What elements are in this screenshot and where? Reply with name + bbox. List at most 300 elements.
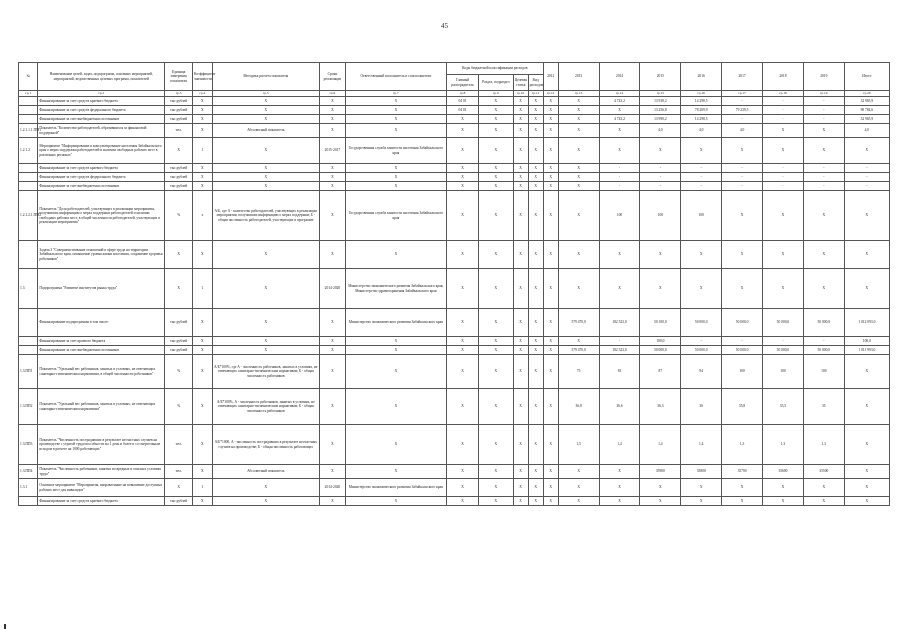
table-cell: 50 000,0 [763,346,804,355]
table-cell: Х [193,497,212,506]
table-cell: Х [513,106,528,115]
program-table [18,62,890,506]
table-cell: Финансирование за счет средств краевого бюджета [38,164,165,173]
table-cell: Х [513,497,528,506]
table-row [19,465,890,479]
table-cell: Х [528,182,543,191]
table-cell: Х [513,346,528,355]
table-cell: тыс.рублей [165,115,193,124]
table-cell: Х [165,479,193,497]
table-cell: Государственная служба занятости населения Забайкальского края [345,138,446,164]
table-cell: Х [345,241,446,269]
table-cell: Х [543,115,558,124]
table-cell: Х [345,164,446,173]
table-cell: 1.3.1 [19,479,38,497]
table-cell: 13 990,2 [640,115,681,124]
table-cell: Х [513,182,528,191]
table-cell: Финансирование за счет краевого бюджета [38,337,165,346]
table-cell: Х [528,173,543,182]
table-cell: Х [558,479,599,497]
table-cell: Финансирование за счет средств краевого бюджета [38,497,165,506]
table-cell: Х [345,497,446,506]
table-cell: 04 01 [446,106,478,115]
table-cell: Х [543,355,558,389]
table-row [19,115,890,124]
table-cell: Показатель "Удельный вес работников, занятых в условиях, не отвечающих санитарно-гигиеническим нормативам, в общей численности работников" [38,355,165,389]
table-cell: 182 523,0 [599,346,640,355]
table-cell: Х [446,138,478,164]
table-cell: Х [212,309,320,337]
table-cell: Х [844,138,889,164]
table-cell: - [599,182,640,191]
table-cell: Х [446,173,478,182]
table-cell: 100,0 [640,337,681,346]
column-number-cell: гр.1 [19,91,38,97]
table-cell: 90 784,6 [844,106,889,115]
table-cell: - [763,182,804,191]
table-cell: 14 298,5 [681,97,722,106]
table-cell [19,346,38,355]
header-code-target: Целевая статья [513,75,528,91]
table-cell: Х [446,337,478,346]
table-cell: - [640,164,681,173]
header-coef: Коэффициент значимости [193,63,212,91]
table-cell: - [803,337,844,346]
table-cell: Х [193,164,212,173]
table-cell: Х [528,138,543,164]
table-cell: Х [543,309,558,337]
table-cell: Х [479,241,513,269]
table-cell: Х [320,182,346,191]
table-cell: Х [599,269,640,309]
table-cell: 1 012 093,0 [844,309,889,337]
table-cell: тыс.рублей [165,309,193,337]
table-cell: Х [479,355,513,389]
table-cell: Х [212,138,320,164]
table-row [19,497,890,506]
table-cell: - [803,106,844,115]
table-cell [19,115,38,124]
table-cell: Х [543,164,558,173]
table-cell: Х [513,389,528,425]
table-cell: чел. [165,425,193,465]
table-cell: Х [543,269,558,309]
table-cell: Х [528,106,543,115]
table-cell: Х [345,389,446,425]
table-cell: Х [320,124,346,138]
table-cell: Х [479,124,513,138]
table-cell: Х [528,191,543,241]
column-number-cell: гр.8 [446,91,478,97]
table-cell: 1.3.ПП4 [19,465,38,479]
table-cell: Финансирование за счет средств федерального бюджета [38,106,165,115]
column-number-cell: гр.5 [212,91,320,97]
table-cell: 100 [803,355,844,389]
table-cell: 35,8 [722,389,763,425]
table-row [19,337,890,346]
table-cell: Х [193,182,212,191]
table-cell: 1,4 [640,425,681,465]
column-number-cell: гр.19 [803,91,844,97]
table-cell: Абсолютный показатель [212,465,320,479]
table-cell: Х [722,269,763,309]
table-cell: Х [446,164,478,173]
column-number-cell: гр.16 [681,91,722,97]
table-cell: Х [479,479,513,497]
table-cell: Основное мероприятие "Мероприятия, направленные на повышение доступных рабочих мест для инвалидов" [38,479,165,497]
table-cell: Х [193,106,212,115]
table-cell: 35600 [763,465,804,479]
table-cell: - [640,173,681,182]
table-cell: Х [513,124,528,138]
header-codes-group: Коды бюджетной классификации расходов [446,63,543,75]
table-cell: Х [528,497,543,506]
table-cell: Х [543,346,558,355]
table-cell: - [763,97,804,106]
table-cell: 1 [193,479,212,497]
table-cell: - [722,337,763,346]
table-cell: Х [528,124,543,138]
table-cell: Х [320,191,346,241]
column-number-cell: гр.20 [844,91,889,97]
table-cell: 4,0 [844,124,889,138]
table-row [19,173,890,182]
table-cell: Х [320,241,346,269]
table-cell: Х [320,309,346,337]
table-cell: - [722,173,763,182]
table-cell: Х [599,479,640,497]
table-body [19,91,890,506]
table-cell: 100 [599,191,640,241]
table-cell: Х [528,425,543,465]
table-cell: - [803,115,844,124]
table-cell: 100 [640,191,681,241]
table-cell: Х [446,191,478,241]
table-cell: 100 [763,355,804,389]
table-cell: 579 470,0 [558,309,599,337]
table-cell [19,241,38,269]
table-cell: Х [803,479,844,497]
table-cell: Х [844,479,889,497]
table-cell: 13 938,2 [640,97,681,106]
table-cell: 50 000,0 [640,346,681,355]
table-cell: 1,4 [681,425,722,465]
table-cell: Х [345,346,446,355]
table-cell: Министерство экономического развития Забайкальского края [345,309,446,337]
table-cell: 1.3.ПП1 [19,355,38,389]
table-cell: - [763,164,804,173]
table-cell: тыс.рублей [165,173,193,182]
table-cell: 50 000,0 [803,346,844,355]
table-cell: 100 [681,191,722,241]
table-cell: Х [722,138,763,164]
table-cell: Х [479,182,513,191]
table-cell: Х [803,191,844,241]
table-row [19,182,890,191]
column-number-cell: гр.15 [640,91,681,97]
header-year-2019: 2019 [803,63,844,91]
table-row [19,97,890,106]
table-cell: Х [479,497,513,506]
table-cell: Х [722,241,763,269]
table-cell: Х [320,465,346,479]
table-cell: Х [513,465,528,479]
header-year-2018: 2018 [763,63,804,91]
table-cell: Х [446,124,478,138]
table-cell: Х [599,497,640,506]
table-cell: Х [558,173,599,182]
table-cell: 50 000,0 [722,309,763,337]
table-cell: Х [193,124,212,138]
table-cell: 36 [681,389,722,425]
table-cell: Финансирование за счет внебюджетных источников [38,182,165,191]
table-row [19,425,890,465]
header-term: Сроки реализации [320,63,346,91]
table-cell: 4,0 [640,124,681,138]
table-cell: Х [212,164,320,173]
table-cell: Финансирование за счет внебюджетных источников [38,115,165,124]
column-number-cell: гр.17 [722,91,763,97]
table-cell: 75 [558,355,599,389]
table-cell: Х [320,337,346,346]
column-number-cell: гр.9 [479,91,513,97]
table-cell: Х [212,115,320,124]
table-cell: 4,0 [681,124,722,138]
table-cell: - [681,182,722,191]
table-cell: Х [803,138,844,164]
header-year-2012: 2012 [543,63,558,91]
table-cell: Х [479,425,513,465]
table-cell: Х [446,425,478,465]
table-cell: % [165,355,193,389]
table-cell: Х [212,173,320,182]
table-cell: - [722,164,763,173]
table-cell: Х [479,465,513,479]
table-cell: Финансирование за счет средств краевого бюджета [38,97,165,106]
table-cell: Х [543,182,558,191]
table-cell: Х [558,465,599,479]
table-cell: Х [345,124,446,138]
table-cell: Х [513,269,528,309]
table-cell: 1,3 [803,425,844,465]
table-cell: - [763,115,804,124]
table-cell: 4 743,2 [599,115,640,124]
table-cell: Х [513,425,528,465]
table-cell: Х [681,479,722,497]
table-cell: Х [763,138,804,164]
table-cell: Х [193,346,212,355]
table-cell: 1.3.ПП2 [19,389,38,425]
header-year-2017: 2017 [722,63,763,91]
table-cell: Х [763,269,804,309]
table-row [19,106,890,115]
table-cell: Х [528,465,543,479]
table-cell: Х [320,106,346,115]
table-cell: Х [543,173,558,182]
table-cell: Х [446,269,478,309]
table-cell: 1,5 [558,425,599,465]
table-cell: Х [345,97,446,106]
table-cell: Х [599,106,640,115]
table-cell: Х [681,241,722,269]
table-cell: Х [479,346,513,355]
table-row [19,355,890,389]
table-cell: Х [722,479,763,497]
table-cell: Х [599,138,640,164]
table-cell: 04 01 [446,97,478,106]
table-cell: - [763,106,804,115]
table-cell: Х [681,497,722,506]
table-cell: - [681,337,722,346]
table-cell: Х [543,425,558,465]
table-cell: 32 965,9 [844,97,889,106]
table-cell: Финансирование подпрограммы в том числе: [38,309,165,337]
table-cell: 1.3 [19,269,38,309]
table-cell: Финансирование за счет средств федерального бюджета [38,173,165,182]
table-cell: Показатель "Количество работодателей, обратившихся за финансовой поддержкой" [38,124,165,138]
table-cell: Х [844,355,889,389]
table-cell: Х [193,115,212,124]
table-cell: Х [212,241,320,269]
table-cell: Х [543,465,558,479]
table-cell: Х [513,115,528,124]
table-cell: Абсолютный показатель [212,124,320,138]
table-cell: Х [193,389,212,425]
table-row [19,309,890,337]
table-cell: 78 269,9 [681,106,722,115]
table-cell: Х [165,269,193,309]
table-cell: Х [320,425,346,465]
table-cell: Х [558,106,599,115]
table-cell: 2014-2020 [320,479,346,497]
table-cell: Х [479,191,513,241]
table-cell: Х [320,355,346,389]
column-number-cell: гр.4 [193,91,212,97]
header-code-type: Вид расходов [528,75,543,91]
table-cell: Х [513,355,528,389]
table-cell [19,97,38,106]
table-row [19,389,890,425]
table-cell: Х [320,164,346,173]
table-cell: чел. [165,124,193,138]
table-cell: 1,3 [763,425,804,465]
table-cell: % [165,389,193,425]
table-cell: Х [844,269,889,309]
table-cell: Х [844,389,889,425]
page-number: 45 [441,22,448,30]
table-cell: чел. [165,465,193,479]
table-cell: 50 000,0 [681,309,722,337]
table-cell: Х [558,115,599,124]
table-cell: Х [446,241,478,269]
table-cell: % [165,191,193,241]
header-method: Методика расчета показателя [212,63,320,91]
table-cell: 13 256,8 [640,106,681,115]
table-cell: Х [193,309,212,337]
table-cell: 4 743,2 [599,97,640,106]
table-cell: 1 [193,269,212,309]
column-number-cell: гр.3 [165,91,193,97]
table-cell: Х [528,479,543,497]
table-row [19,191,890,241]
header-name: Наименование целей, задач, подпрограмм, основных мероприятий, мероприятий, ведомственных целевых программ, показателей [38,63,165,91]
table-cell: 36,8 [558,389,599,425]
table-cell: - [844,182,889,191]
table-cell: Х [640,479,681,497]
table-cell: Х [640,269,681,309]
table-cell: Показатель "Доля работодателей, участвующих в реализации мероприятия, получивших информацию о мерах поддержки работодателей и наличии свободных рабочих мест, в общей численности работодателей, участвующих в реализации мероприятия" [38,191,165,241]
table-cell: Х [543,124,558,138]
table-cell: Х [722,191,763,241]
table-cell: - [722,97,763,106]
column-number-cell: гр.7 [345,91,446,97]
table-cell: - [803,182,844,191]
table-cell: тыс.рублей [165,497,193,506]
column-number-cell: гр.14 [599,91,640,97]
table-cell: Х [844,191,889,241]
table-cell: Мероприятие "Информирование и консультирование населения Забайкальского края о мерах поддержки работодателей и наличии свободных рабочих мест в различных регионах" [38,138,165,164]
table-cell: Х [681,138,722,164]
table-cell: 1,4 [599,425,640,465]
column-number-cell: гр.11 [528,91,543,97]
table-cell: Х [558,269,599,309]
table-cell: Х [513,173,528,182]
table-cell: Х [528,97,543,106]
table-cell: 35900 [640,465,681,479]
table-cell: Х [479,115,513,124]
column-number-cell: гр.10 [513,91,528,97]
table-cell: Х [528,269,543,309]
table-cell: тыс.рублей [165,164,193,173]
table-cell: тыс.рублей [165,97,193,106]
table-cell: Х [479,309,513,337]
table-cell: 2015-2017 [320,138,346,164]
table-cell: х [193,191,212,241]
table-cell: Х [513,164,528,173]
table-cell: Х [513,191,528,241]
table-cell: тыс.рублей [165,106,193,115]
table-cell: Х [479,173,513,182]
table-cell: Х [558,138,599,164]
table-cell: Х [528,309,543,337]
table-row [19,138,890,164]
table-cell: 100 [722,355,763,389]
table-cell: Х [513,337,528,346]
table-row [19,124,890,138]
table-cell: Показатель "Численность пострадавших в результате несчастных случаев на производстве с утратой трудоспособности на 1 день и более и со смертельным исходом в расчете на 1000 работающих" [38,425,165,465]
table-row [19,269,890,309]
table-cell: - [599,173,640,182]
table-cell: Х [543,191,558,241]
table-cell: Х [543,241,558,269]
table-cell: Х [763,497,804,506]
table-cell: Х [479,138,513,164]
table-cell: Финансирование за счет внебюджетных источников [38,346,165,355]
table-cell [19,164,38,173]
table-cell: Х [193,465,212,479]
table-cell: А/Б*100%, А - численность работников, занятых в условиях, не отвечающих санитарно-гигиеническим нормативам; Б - общая численность работников [212,389,320,425]
table-cell: 14 298,5 [681,115,722,124]
table-cell: 35 [803,389,844,425]
table-cell: Х [558,164,599,173]
table-cell: Х [345,425,446,465]
table-cell: - [803,164,844,173]
table-cell: 2014-2020 [320,269,346,309]
table-cell: Х [599,465,640,479]
table-cell: - [599,337,640,346]
table-cell: 1.2.1.1.1.ПМ1 [19,124,38,138]
table-cell: Х [528,355,543,389]
